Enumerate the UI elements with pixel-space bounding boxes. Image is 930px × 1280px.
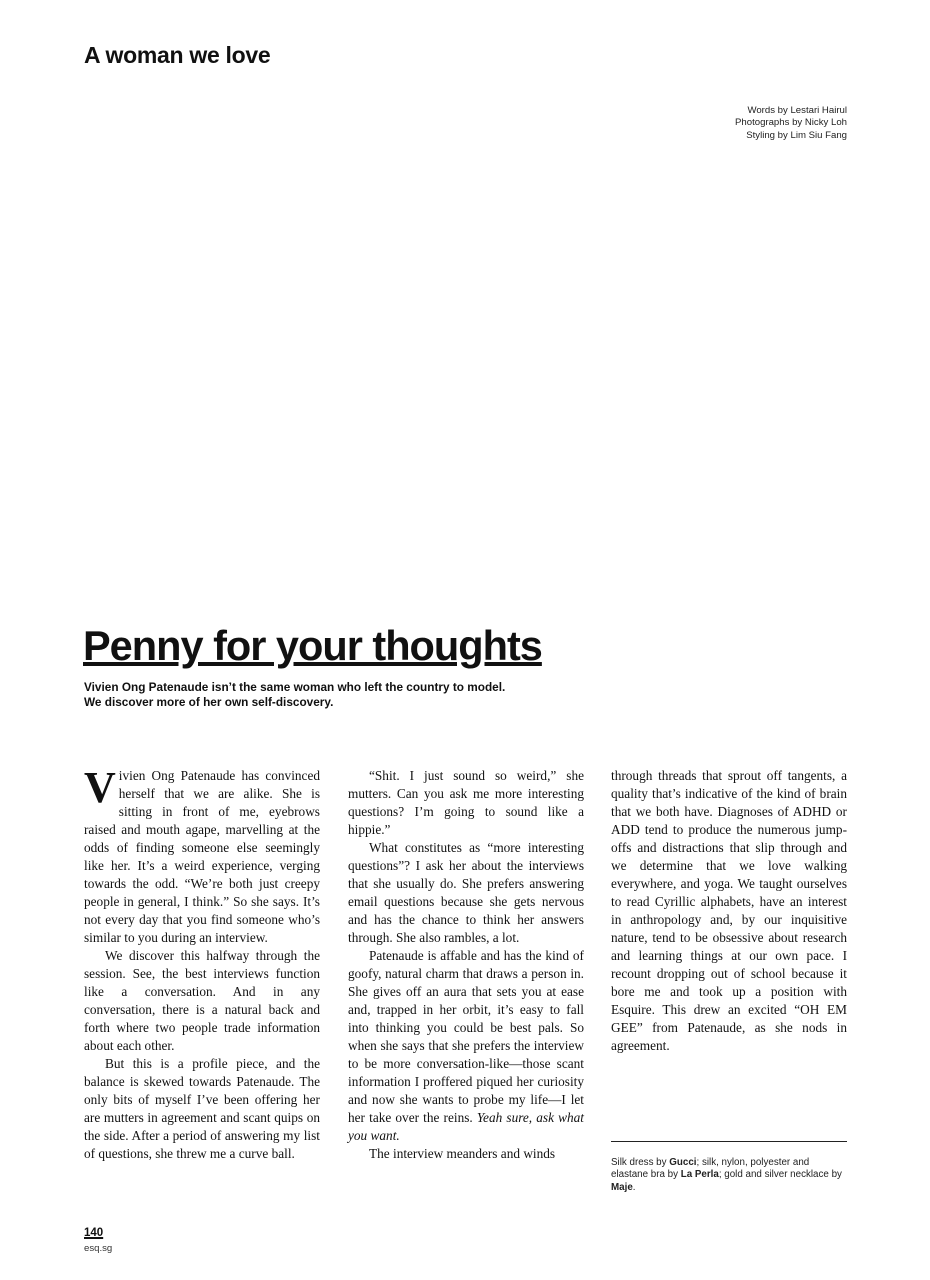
photo-credits (735, 105, 847, 142)
caption-text: . (632, 1181, 636, 1193)
body-paragraph: through threads that sprout off tangents, a quality that’s indicative of the kind of brain that we both have. Diagnoses of ADHD or ADD tend to produce the numerous jump-offs and distractions that slip through and we determine that we love walking everywhere, and yoga. We taught ourselves to read Cyrillic alphabets, have an interest in anthropology and, by our inquisitive nature, tend to be obsessive about research and learning things at our own pace. I recount dropping out of school because it bore me and took up a position with Esquire. This drew an excited “OH EM GEE” from Patenaude, as she nods in agreement. (611, 768, 847, 1053)
body-paragraph (84, 763, 320, 947)
page-number: 140 (84, 1227, 104, 1239)
section-label: A woman we love (84, 42, 271, 68)
body-paragraph: “Shit. I just sound so weird,” she mutters. Can you ask me more interesting questions? I’m going to sound like a hippie.” (348, 768, 584, 837)
standfirst (84, 680, 505, 710)
caption-brand: Gucci (669, 1157, 697, 1168)
credit-stylist: Styling by Lim Siu Fang (746, 129, 847, 141)
body-paragraph (348, 947, 584, 1145)
site-url: esq.sg (84, 1243, 113, 1254)
drop-cap: V (84, 763, 116, 812)
caption-brand: Maje (611, 1181, 633, 1193)
caption-divider (611, 1141, 847, 1142)
standfirst-line-1: Vivien Ong Patenaude isn’t the same woman who left the country to model. (84, 680, 506, 694)
caption-text: ; silk, nylon, polyester and elastane bra by (611, 1157, 810, 1181)
body-column-1 (84, 763, 320, 1163)
body-paragraph: We discover this halfway through the session. See, the best interviews function like a conversation. And in any conversation, there is a natural back and forth where two people trade information about each other. (84, 948, 320, 1053)
caption-text: Silk dress by (611, 1157, 670, 1168)
credit-photographer: Photographs by Nicky Loh (735, 117, 847, 129)
body-paragraph: The interview meanders and winds (369, 1146, 556, 1161)
body-column-3 (611, 767, 847, 1055)
body-paragraph: What constitutes as “more interesting questions”? I ask her about the interviews that she usually do. She prefers answering email questions because she gets nervous and has the chance to think her answers through. She also rambles, a lot. (348, 840, 584, 945)
body-column-2 (348, 767, 584, 1163)
caption-brand: La Perla (680, 1169, 719, 1181)
paragraph-text: Patenaude is affable and has the kind of goofy, natural charm that draws a person in. She gives off an aura that sets you at ease and, trapped in her orbit, it’s easy to fall into thinking you could be best pals. So when she says that she prefers the interview to be more conversation-like—those scant information I proffered piqued her curiosity and now she wants to probe my life—I let her take over the reins. (348, 948, 584, 1125)
caption-text: ; gold and silver necklace by (718, 1169, 842, 1181)
credit-writer: Words by Lestari Hairul (747, 105, 847, 116)
fashion-caption (611, 1157, 847, 1194)
standfirst-line-2: We discover more of her own self-discovery. (84, 695, 334, 709)
body-paragraph: But this is a profile piece, and the balance is skewed towards Patenaude. The only bits of myself I’ve been offering her are mutters in agreement and scant quips on the side. After a period of answering my list of questions, she threw me a curve ball. (84, 1056, 320, 1161)
headline: Penny for your thoughts (83, 622, 542, 669)
italic-aside: Yeah sure, ask what you want. (348, 1110, 584, 1143)
paragraph-text: ivien Ong Patenaude has convinced herself that we are alike. She is sitting in front of me, eyebrows raised and mouth agape, marvelling at the odds of finding someone else seemingly like her. It’s a weird experience, verging towards the odd. “We’re both just creepy people in general, I think.” So she says. It’s not every day that you find someone who’s similar to you during an interview. (84, 768, 320, 945)
